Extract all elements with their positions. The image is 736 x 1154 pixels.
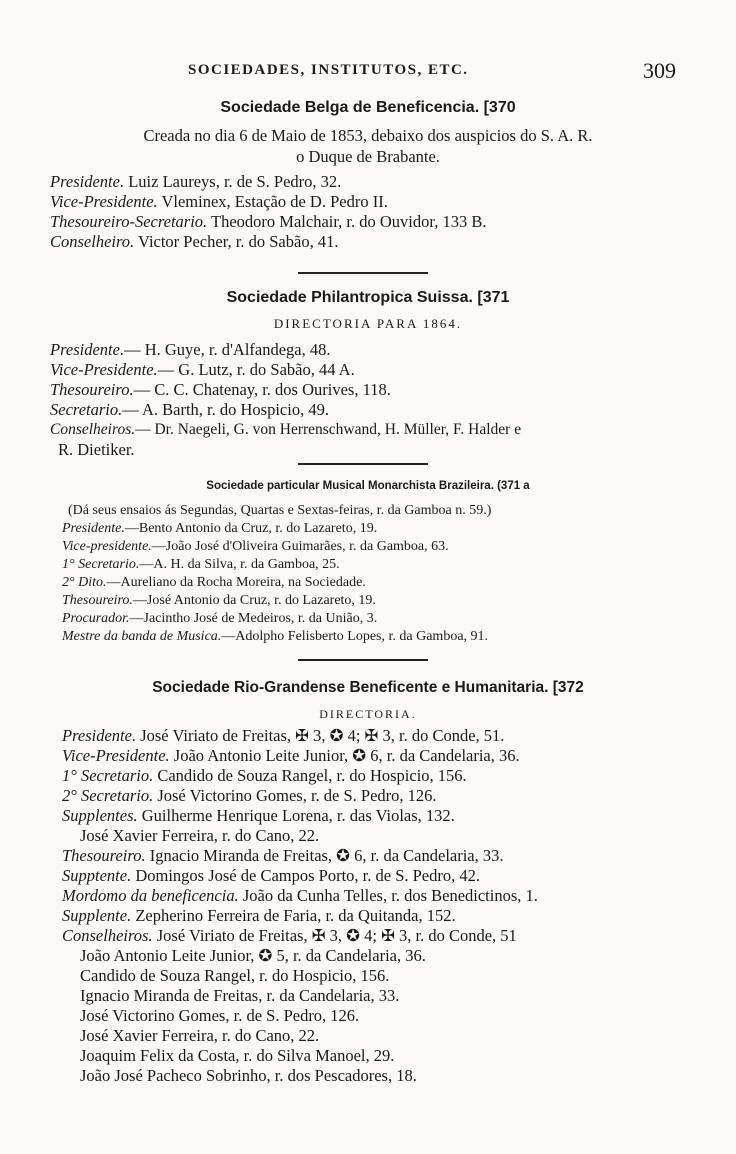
page-number: 309 bbox=[643, 58, 676, 83]
entry-line bbox=[62, 610, 377, 628]
entry-text: Ignacio Miranda de Freitas, ✪ 6, r. da Candelaria, 33. bbox=[145, 846, 504, 865]
section-subtitle: DIRECTORIA PARA 1864. bbox=[273, 316, 463, 331]
entry-line bbox=[80, 826, 319, 846]
entry-line bbox=[62, 886, 538, 906]
entry-role: Conselheiros. bbox=[50, 421, 136, 438]
entry-text: João Antonio Leite Junior, ✪ 6, r. da Candelaria, 36. bbox=[169, 746, 520, 765]
entry-text: José Viriato de Freitas, ✠ 3, ✪ 4; ✠ 3, r. do Conde, 51. bbox=[136, 726, 505, 745]
entry-line bbox=[62, 628, 488, 646]
entry-line bbox=[50, 212, 486, 232]
entry-text: —Aureliano da Rocha Moreira, na Sociedade. bbox=[106, 575, 366, 590]
entry-text: — A. Barth, r. do Hospicio, 49. bbox=[122, 400, 329, 419]
entry-line bbox=[62, 726, 504, 746]
entry-role: Thesoureiro. bbox=[62, 593, 133, 608]
entry-role: Vice-presidente. bbox=[62, 539, 152, 554]
entry-role: Vice-Presidente. bbox=[50, 360, 158, 379]
entry-line bbox=[62, 520, 377, 538]
divider bbox=[298, 272, 428, 274]
council-line: José Victorino Gomes, r. de S. Pedro, 126. bbox=[80, 1006, 360, 1025]
entry-line bbox=[62, 866, 480, 886]
entry-line bbox=[62, 592, 376, 610]
running-title: SOCIEDADES, INSTITUTOS, ETC. bbox=[188, 62, 469, 78]
section-belga bbox=[0, 96, 736, 120]
entry-text: — G. Lutz, r. do Sabão, 44 A. bbox=[157, 360, 355, 379]
divider bbox=[298, 659, 428, 661]
entry-line bbox=[50, 172, 341, 192]
entry-role: Supplentes. bbox=[62, 806, 138, 825]
entry-text: José Viriato de Freitas, ✠ 3, ✪ 4; ✠ 3, r. do Conde, 51 bbox=[152, 926, 517, 945]
entry-text: Vleminex, Estação de D. Pedro II. bbox=[157, 192, 388, 211]
entry-text: —Adolpho Felisberto Lopes, r. da Gamboa, 91. bbox=[221, 629, 489, 644]
entry-text: —Jacintho José de Medeiros, r. da União, 3. bbox=[129, 611, 378, 626]
entry-line bbox=[62, 806, 455, 826]
entry-line bbox=[50, 192, 388, 212]
entry-role: 1° Secretario. bbox=[62, 557, 140, 572]
entry-role: Supptente. bbox=[62, 866, 132, 885]
entry-line bbox=[50, 400, 329, 420]
entry-text: Candido de Souza Rangel, r. do Hospicio, 156. bbox=[153, 766, 467, 785]
entry-line bbox=[62, 538, 449, 556]
entry-line bbox=[50, 420, 521, 440]
section-subtitle: DIRECTORIA. bbox=[319, 707, 417, 721]
intro-line: o Duque de Brabante. bbox=[296, 147, 440, 166]
entry-line bbox=[50, 232, 338, 252]
council-line: João Antonio Leite Junior, ✪ 5, r. da Candelaria, 36. bbox=[80, 946, 426, 965]
entry-line bbox=[62, 746, 520, 766]
entry-line bbox=[62, 766, 467, 786]
entry-text: Victor Pecher, r. do Sabão, 41. bbox=[134, 232, 339, 251]
entry-text: José Xavier Ferreira, r. do Cano, 22. bbox=[80, 826, 320, 845]
page-header bbox=[0, 58, 736, 88]
entry-text: Domingos José de Campos Porto, r. de S. Pedro, 42. bbox=[131, 866, 480, 885]
entry-role: Vice-Presidente. bbox=[62, 746, 170, 765]
entry-role: Mordomo da beneficencia. bbox=[62, 886, 239, 905]
entry-role: Vice-Presidente. bbox=[50, 192, 158, 211]
entry-text: Luiz Laureys, r. de S. Pedro, 32. bbox=[124, 172, 342, 191]
divider bbox=[298, 463, 428, 465]
entry-role: Secretario. bbox=[50, 400, 123, 419]
section-title: Sociedade Rio-Grandense Beneficente e Humanitaria. [372 bbox=[152, 679, 584, 696]
section-suissa bbox=[0, 286, 736, 310]
note-line: (Dá seus ensaios ás Segundas, Quartas e Sextas-feiras, r. da Gamboa n. 59.) bbox=[68, 503, 492, 518]
council-line: Ignacio Miranda de Freitas, r. da Candelaria, 33. bbox=[80, 986, 400, 1005]
entry-line bbox=[62, 846, 504, 866]
entry-text: — H. Guye, r. d'Alfandega, 48. bbox=[124, 340, 331, 359]
entry-role: Presidente. bbox=[62, 726, 137, 745]
entry-role: 1° Secretario. bbox=[62, 766, 154, 785]
entry-text: José Victorino Gomes, r. de S. Pedro, 126. bbox=[153, 786, 437, 805]
entry-text: Theodoro Malchair, r. do Ouvidor, 133 B. bbox=[207, 212, 487, 231]
entry-role: Presidente. bbox=[50, 340, 125, 359]
council-line: Joaquim Felix da Costa, r. do Silva Manoel, 29. bbox=[80, 1046, 395, 1065]
entry-text: Zepherino Ferreira de Faria, r. da Quitanda, 152. bbox=[131, 906, 456, 925]
entry-text: —João José d'Oliveira Guimarães, r. da Gamboa, 63. bbox=[151, 539, 449, 554]
entry-role: Procurador. bbox=[62, 611, 130, 626]
entry-text: —José Antonio da Cruz, r. do Lazareto, 19. bbox=[132, 593, 376, 608]
entry-text: —Bento Antonio da Cruz, r. do Lazareto, 19. bbox=[124, 521, 378, 536]
section-musical bbox=[0, 474, 736, 498]
entry-text: — C. C. Chatenay, r. dos Ourives, 118. bbox=[133, 380, 391, 399]
section-title: Sociedade Philantropica Suissa. [371 bbox=[226, 289, 510, 306]
section-riograndense bbox=[0, 676, 736, 700]
entry-role: Conselheiro. bbox=[50, 232, 135, 251]
intro-line: Creada no dia 6 de Maio de 1853, debaixo dos auspicios do S. A. R. bbox=[143, 126, 593, 145]
entry-role: 2° Secretario. bbox=[62, 786, 154, 805]
entry-line bbox=[62, 786, 437, 806]
entry-line bbox=[62, 556, 340, 574]
entry-role: Thesoureiro. bbox=[50, 380, 134, 399]
entry-text: —A. H. da Silva, r. da Gamboa, 25. bbox=[139, 557, 340, 572]
entry-line bbox=[50, 360, 355, 380]
entry-role: 2° Dito. bbox=[62, 575, 107, 590]
section-title: Sociedade Belga de Beneficencia. [370 bbox=[220, 99, 516, 116]
entry-role: Conselheiros. bbox=[62, 926, 153, 945]
council-line: João José Pacheco Sobrinho, r. dos Pescadores, 18. bbox=[80, 1066, 417, 1085]
entry-line bbox=[62, 926, 517, 946]
entry-text: Guilherme Henrique Lorena, r. das Violas, 132. bbox=[137, 806, 455, 825]
council-line: Candido de Souza Rangel, r. do Hospicio, 156. bbox=[80, 966, 390, 985]
entry-line bbox=[50, 380, 391, 400]
entry-text: — Dr. Naegeli, G. von Herrenschwand, H. Müller, F. Halder e bbox=[135, 421, 522, 438]
entry-line bbox=[62, 906, 456, 926]
entry-role: Supplente. bbox=[62, 906, 132, 925]
entry-role: Thesoureiro. bbox=[62, 846, 146, 865]
continuation-line: R. Dietiker. bbox=[58, 440, 135, 459]
council-line: José Xavier Ferreira, r. do Cano, 22. bbox=[80, 1026, 320, 1045]
section-title: Sociedade particular Musical Monarchista Brazileira. (371 a bbox=[206, 480, 530, 492]
entry-role: Thesoureiro-Secretario. bbox=[50, 212, 208, 231]
entry-line bbox=[50, 340, 331, 360]
entry-role: Mestre da banda de Musica. bbox=[62, 629, 222, 644]
entry-text: João da Cunha Telles, r. dos Benedictinos, 1. bbox=[238, 886, 538, 905]
entry-role: Presidente. bbox=[62, 521, 125, 536]
entry-line bbox=[62, 574, 366, 592]
entry-role: Presidente. bbox=[50, 172, 125, 191]
